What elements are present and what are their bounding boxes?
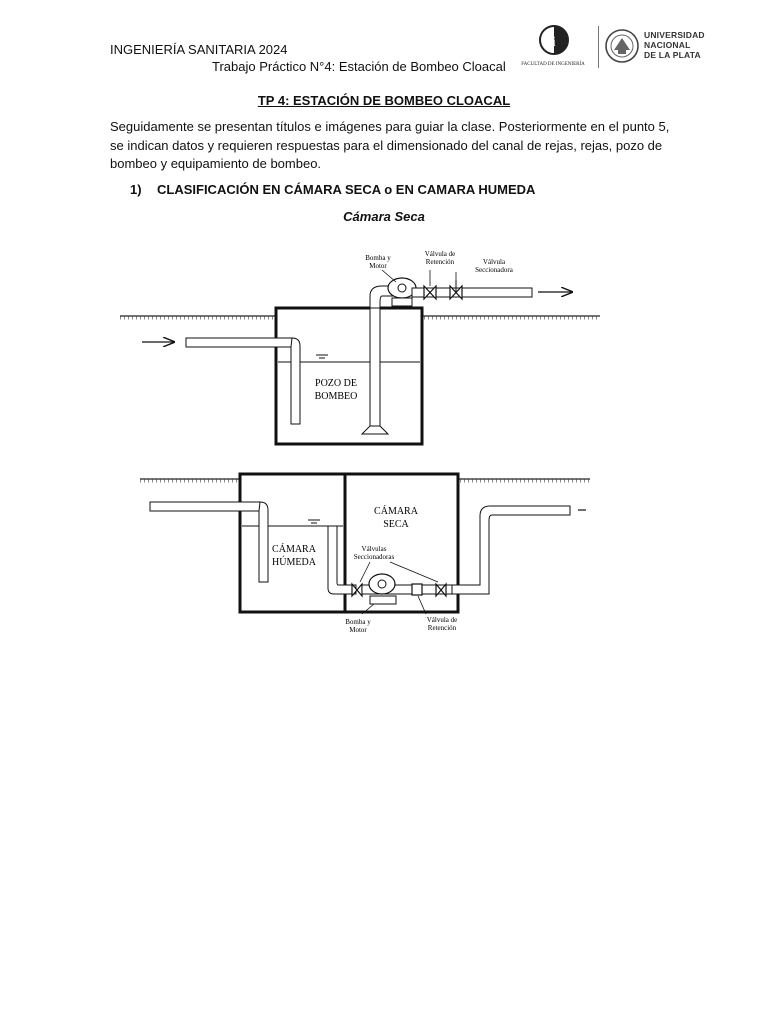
label-retencion-1: Válvula de [426, 616, 458, 624]
label-bomba-1: Bomba y [365, 254, 391, 262]
label-retencion-2: Retención [425, 258, 455, 266]
label-bomba-2: Motor [369, 262, 387, 270]
section-heading [130, 182, 535, 197]
header-assignment: Trabajo Práctico N°4: Estación de Bombeo Cloacal [212, 59, 506, 74]
label-pozo-2: BOMBEO [314, 391, 358, 402]
unlp-seal-icon [604, 26, 640, 66]
label-valvulas-1: Válvulas [361, 545, 387, 553]
page-title: TP 4: ESTACIÓN DE BOMBEO CLOACAL [257, 93, 511, 108]
svg-text:fi: fi [547, 35, 556, 50]
section-subtitle: Cámara Seca [343, 209, 425, 224]
check-valve [412, 584, 422, 595]
section-label: CLASIFICACIÓN EN CÁMARA SECA o EN CAMARA HUMEDA [157, 182, 536, 197]
figure-pozo-bombeo [110, 242, 610, 452]
fi-logo-caption: FACULTAD DE INGENIERÍA [521, 62, 585, 67]
pump-motor [369, 574, 396, 604]
label-bomba-2: Motor [349, 626, 367, 634]
label-humeda-1: CÁMARA [272, 544, 316, 555]
unlp-text-line1: UNIVERSIDAD [644, 30, 705, 40]
label-retencion-2: Retención [427, 624, 457, 632]
label-humeda-2: HÚMEDA [272, 557, 316, 568]
unlp-text-line2: NACIONAL [644, 40, 691, 50]
logo-divider [598, 26, 599, 68]
unlp-text-line3: DE LA PLATA [644, 50, 701, 60]
header-course: INGENIERÍA SANITARIA 2024 [110, 42, 288, 57]
intro-paragraph: Seguidamente se presentan títulos e imágenes para guiar la clase. Posteriormente en el punto 5, se indican datos y requieren respuestas para el dimensionado del canal de rejas, rejas, pozo de bombeo y equipamiento de bombeo. [110, 119, 670, 171]
unlp-logo [604, 24, 704, 68]
label-seccion-1: Válvula [482, 258, 506, 266]
label-valvulas-2: Seccionadoras [353, 553, 395, 561]
label-retencion-1: Válvula de [424, 250, 456, 258]
label-seca-2: SECA [383, 519, 409, 530]
figure-camara-seca [130, 464, 600, 644]
label-seccion-2: Seccionadora [475, 266, 513, 274]
label-seca-1: CÁMARA [374, 506, 418, 517]
label-bomba-1: Bomba y [345, 618, 371, 626]
section-number: 1) [130, 182, 142, 197]
label-pozo-1: POZO DE [315, 378, 357, 389]
outlet-pipe [452, 506, 570, 594]
fi-logo [514, 24, 592, 68]
